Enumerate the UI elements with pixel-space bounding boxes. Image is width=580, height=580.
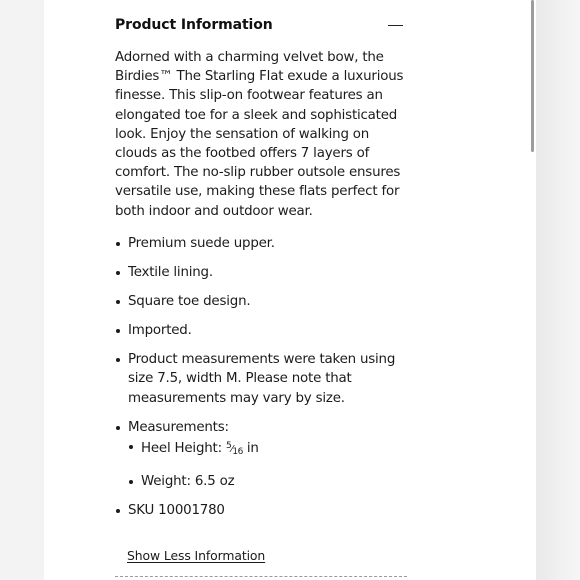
section-title: Product Information bbox=[115, 17, 273, 33]
sku-item: SKU 10001780 bbox=[115, 501, 415, 520]
feature-item: Imported. bbox=[115, 321, 415, 340]
heel-height-denominator: 16 bbox=[232, 447, 243, 458]
weight-item: Weight: 6.5 oz bbox=[128, 472, 415, 491]
page-margin bbox=[536, 0, 580, 580]
section-divider bbox=[115, 576, 407, 577]
feature-item: Premium suede upper. bbox=[115, 234, 415, 253]
feature-list bbox=[115, 234, 415, 530]
heel-height-numerator: 5 bbox=[225, 441, 232, 452]
heel-height-fraction: $^5⁄_{16}$ bbox=[225, 441, 243, 458]
heel-height-unit: in bbox=[246, 441, 259, 457]
measurements-list bbox=[128, 437, 415, 491]
minus-icon bbox=[388, 25, 403, 26]
heel-height-label: Heel Height: bbox=[141, 441, 222, 457]
heel-height-item bbox=[128, 437, 415, 462]
product-description: Adorned with a charming velvet bow, the Birdies™ The Starling Flat exude a luxurious finesse. This slip-on footwear features an elongated toe for a sleek and sophisticated look. Enjoy the sensation of walking on clouds as the footbed offers 7 layers of comfort. The no-slip rubber outsole ensures versatile use, making these flats perfect for both indoor and outdoor wear. bbox=[115, 50, 404, 219]
feature-item: Product measurements were taken using size 7.5, width M. Please note that measurements may vary by size. bbox=[115, 350, 415, 408]
show-less-link[interactable]: Show Less Information bbox=[127, 548, 266, 563]
scrollbar-thumb[interactable] bbox=[531, 0, 534, 152]
section-header[interactable] bbox=[115, 17, 407, 37]
collapse-button[interactable] bbox=[387, 17, 405, 35]
measurements-item bbox=[115, 418, 415, 492]
feature-item: Textile lining. bbox=[115, 263, 415, 282]
measurements-label: Measurements: bbox=[128, 419, 229, 435]
feature-item: Square toe design. bbox=[115, 292, 415, 311]
